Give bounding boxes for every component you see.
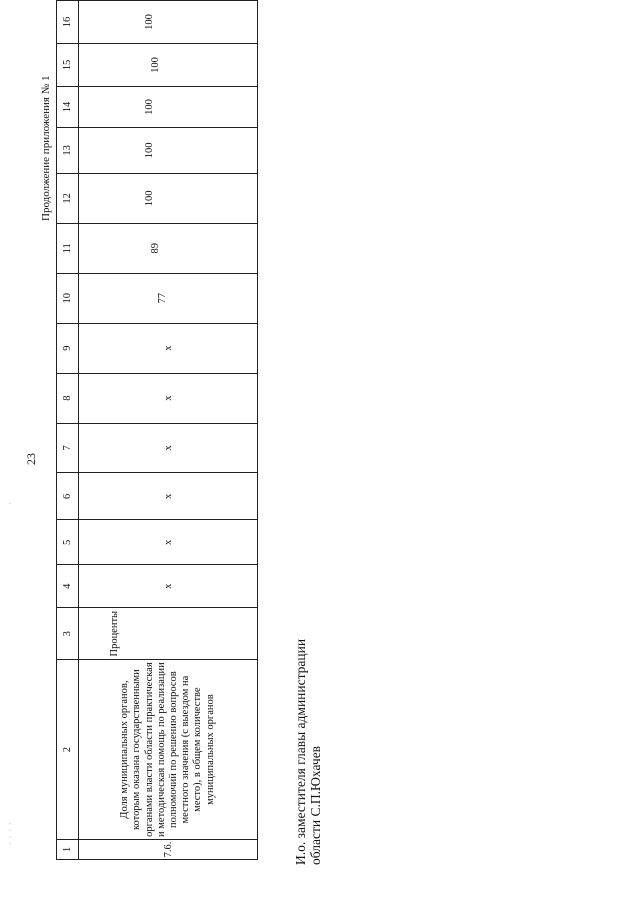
column-number: 7	[57, 423, 79, 473]
column-number: 12	[57, 173, 79, 223]
value-cell-6	[79, 473, 258, 520]
column-number: 6	[57, 473, 79, 520]
unit-text: Проценты	[108, 610, 120, 657]
value-cell-4	[79, 565, 258, 608]
value-cell-12	[79, 173, 258, 223]
scan-bleed-mark: · · · ·	[6, 821, 15, 845]
value-text: 100	[143, 14, 155, 30]
value-cell-13	[79, 127, 258, 173]
column-number: 8	[57, 373, 79, 423]
column-number: 11	[57, 223, 79, 273]
column-number: 10	[57, 273, 79, 323]
value-text: x	[162, 493, 174, 500]
value-text: x	[162, 583, 174, 589]
indicator-name-cell: Доля муниципальных органов, которым оказана государственными органами власти области практическая и методическая помощь по реализации полномочий по решению вопросов местного значения (с выездом на место), в общем количестве муниципальных органов	[79, 660, 258, 840]
signature-name: области С.П.Юхачев	[308, 745, 323, 865]
signature-position: И.о. заместителя главы администрации	[293, 638, 308, 865]
value-cell-11	[79, 223, 258, 273]
value-cell-10	[79, 273, 258, 323]
value-cell-16	[79, 1, 258, 44]
continuation-label: Продолжение приложения № 1	[40, 75, 52, 221]
value-text: 100	[143, 190, 155, 207]
column-number: 15	[57, 44, 79, 87]
value-cell-9	[79, 323, 258, 373]
value-text: x	[162, 395, 174, 401]
value-cell-5	[79, 520, 258, 565]
scan-bleed-mark: ·	[6, 501, 15, 505]
table-row	[79, 1, 258, 860]
value-cell-14	[79, 87, 258, 128]
column-number-row	[57, 1, 79, 860]
value-cell-8	[79, 373, 258, 423]
value-cell-15	[79, 44, 258, 87]
column-number: 1	[57, 840, 79, 860]
indicator-table	[56, 0, 258, 860]
column-number: 2	[57, 660, 79, 840]
column-number: 16	[57, 1, 79, 44]
value-text: 89	[149, 243, 161, 254]
value-text: 100	[149, 57, 161, 73]
unit-cell	[79, 608, 258, 660]
column-number: 3	[57, 608, 79, 660]
value-text: 77	[156, 292, 168, 304]
column-number: 13	[57, 127, 79, 173]
column-number: 5	[57, 520, 79, 565]
value-text: 100	[143, 142, 155, 159]
row-number-cell: 7.6.	[79, 840, 258, 860]
column-number: 14	[57, 87, 79, 128]
page-number: 23	[24, 453, 38, 465]
value-text: x	[162, 445, 174, 451]
column-number: 4	[57, 565, 79, 608]
column-number: 9	[57, 323, 79, 373]
value-text: x	[162, 539, 174, 545]
signature-block	[293, 639, 323, 865]
value-cell-7	[79, 423, 258, 473]
value-text: x	[162, 345, 174, 351]
value-text: 100	[143, 99, 155, 115]
